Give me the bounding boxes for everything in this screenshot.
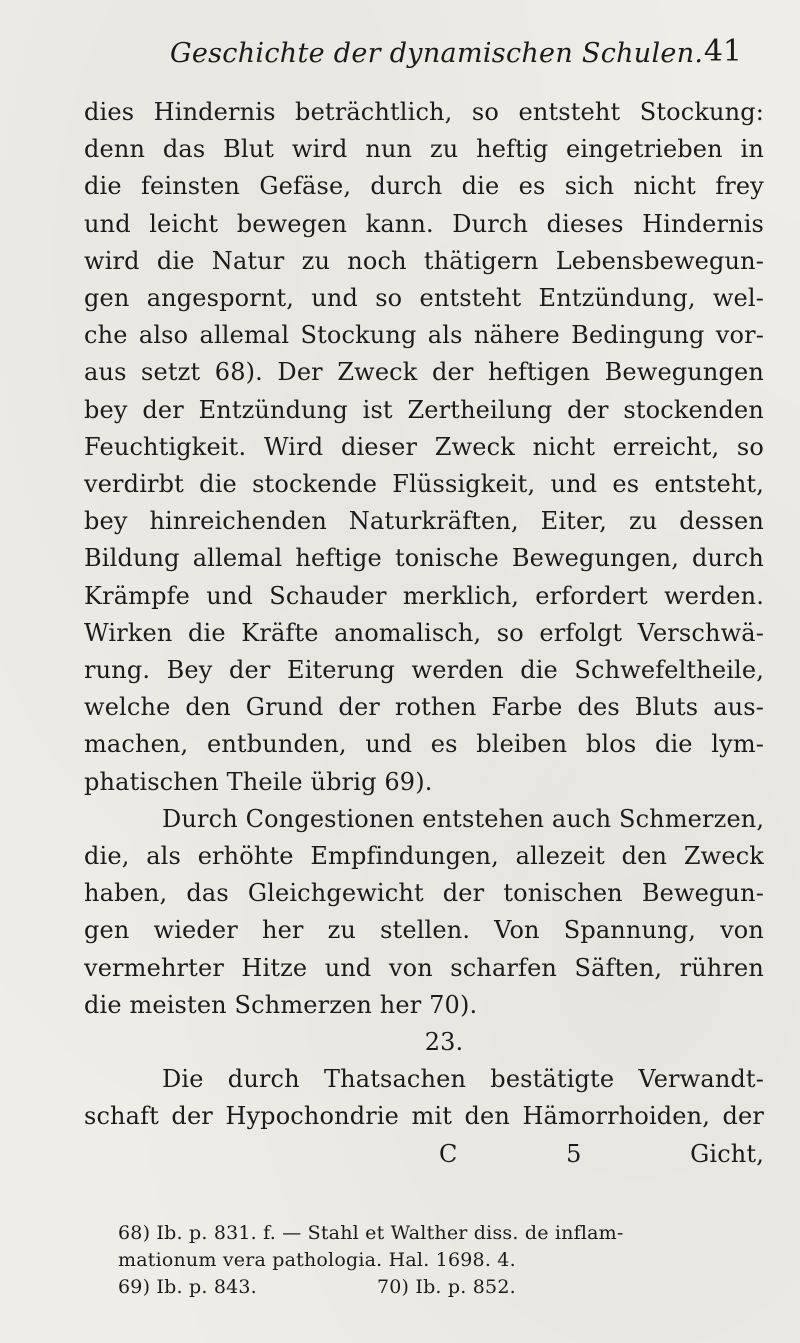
text-line: verdirbt die stockende Flüssigkeit, und es entsteht, (84, 470, 764, 499)
text-line: Feuchtigkeit. Wird dieser Zweck nicht erreicht, so (84, 432, 764, 461)
text-line: wird die Natur zu noch thätigern Lebensbewegun- (84, 246, 764, 275)
page-number: 41 (703, 34, 742, 69)
text-line: rung. Bey der Eiterung werden die Schwefeltheile, (84, 656, 764, 685)
page-header (170, 30, 770, 80)
text-line: vermehrter Hitze und von scharfen Säften, rühren (84, 953, 764, 982)
footnote-row (118, 1274, 763, 1301)
text-line: schaft der Hypochondrie mit den Hämorrhoiden, der (84, 1102, 764, 1131)
footnote-70: 70) Ib. p. 852. (376, 1276, 516, 1298)
text-line: Durch Congestionen entstehen auch Schmerzen, (162, 804, 765, 833)
text-line: phatischen Theile übrig 69). (84, 767, 433, 796)
text-line: welche den Grund der rothen Farbe des Bluts aus- (84, 693, 764, 722)
section-number: 23. (424, 1028, 464, 1057)
text-line: gen wieder her zu stellen. Von Spannung, von (84, 916, 764, 945)
text-line: die feinsten Gefäse, durch die es sich nicht frey (84, 172, 764, 201)
text-line: und leicht bewegen kann. Durch dieses Hindernis (84, 209, 764, 238)
text-line: Bildung allemal heftige tonische Bewegungen, durch (84, 544, 764, 573)
text-line: machen, entbunden, und es bleiben blos die lym- (84, 730, 764, 759)
text-line: Wirken die Kräfte anomalisch, so erfolgt Verschwä- (84, 618, 764, 647)
signature-catchword-line: C 5 Gicht, (439, 1139, 764, 1168)
text-line: haben, das Gleichgewicht der tonischen Bewegun- (84, 879, 764, 908)
text-line: Krämpfe und Schauder merklich, erfordert werden. (84, 581, 764, 610)
running-title: Geschichte der dynamischen Schulen. (170, 38, 704, 69)
text-line: gen angespornt, und so entsteht Entzündung, wel- (84, 284, 764, 313)
text-line: die, als erhöhte Empfindungen, allezeit den Zweck (84, 842, 764, 871)
text-line: die meisten Schmerzen her 70). (84, 990, 478, 1019)
text-line: denn das Blut wird nun zu heftig eingetrieben in (84, 135, 764, 164)
body-text (84, 94, 764, 1173)
text-line: bey der Entzündung ist Zertheilung der stockenden (84, 395, 764, 424)
text-line: aus setzt 68). Der Zweck der heftigen Bewegungen (84, 358, 764, 387)
text-line: dies Hindernis beträchtlich, so entsteht Stockung: (84, 98, 764, 126)
text-line: che also allemal Stockung als nähere Bedingung vor- (84, 321, 764, 350)
footnote-68: 68) Ib. p. 831. f. — Stahl et Walther diss. de inflam- (118, 1222, 624, 1244)
footnote-69: 69) Ib. p. 843. (118, 1276, 257, 1298)
text-line: Die durch Thatsachen bestätigte Verwandt- (162, 1065, 764, 1094)
text-line: bey hinreichenden Naturkräften, Eiter, zu dessen (84, 507, 764, 536)
footnotes (118, 1220, 763, 1301)
footnote-68-cont: mationum vera pathologia. Hal. 1698. 4. (118, 1249, 516, 1271)
